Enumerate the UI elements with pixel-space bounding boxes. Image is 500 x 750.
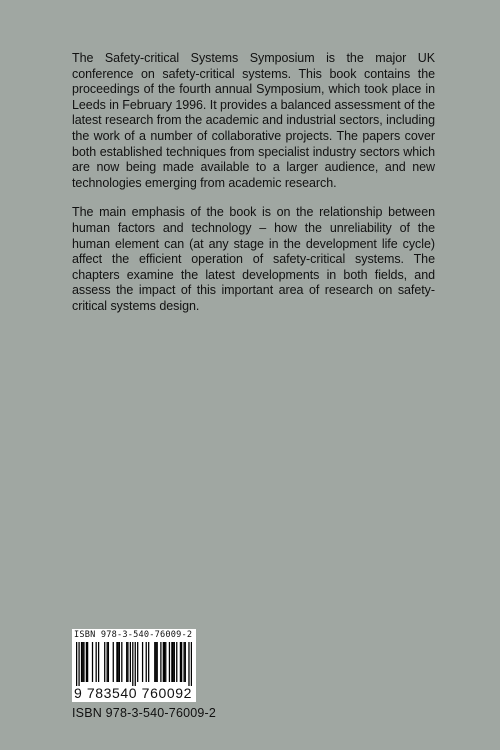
barcode-bar (104, 642, 105, 682)
barcode-label (72, 629, 196, 702)
barcode-bar (157, 642, 158, 682)
barcode-bar (160, 642, 161, 682)
barcode-bar (76, 642, 77, 686)
blurb-text (72, 51, 435, 326)
barcode-bar (116, 642, 117, 682)
barcode-bar (169, 642, 170, 682)
barcode-bar (142, 642, 143, 682)
barcode-bar (96, 642, 97, 682)
barcode-bar (83, 642, 84, 682)
barcode-bar (87, 642, 88, 682)
barcode-bar (185, 642, 186, 682)
barcode-digits: 9 783540 760092 (74, 685, 192, 701)
barcode-bar (176, 642, 177, 682)
barcode-bar (130, 642, 131, 682)
barcode-bar (81, 642, 82, 682)
barcode-bar (174, 642, 175, 682)
barcode-bar (98, 642, 99, 682)
barcode-bar (135, 642, 136, 686)
barcode-bar (183, 642, 184, 682)
barcode-bar (118, 642, 119, 682)
barcode-icon (76, 642, 192, 686)
barcode-bar (188, 642, 189, 686)
barcode-bar (121, 642, 122, 682)
barcode-bar (78, 642, 79, 686)
barcode-bar (119, 642, 120, 682)
barcode-bar (148, 642, 149, 682)
barcode-bar (107, 642, 108, 682)
barcode-bar (155, 642, 156, 682)
blurb-paragraph-2: The main emphasis of the book is on the relationship between human factors and technology – how the unreliability of the human element can (at any stage in the development life cycle) affect the efficient operation of safety-critical systems. The chapters examine the latest developments in both fields, and assess the impact of this important area of research on safety-critical systems design. (72, 205, 435, 313)
barcode-bar (137, 642, 138, 682)
barcode-bar (191, 642, 192, 686)
barcode-bar (171, 642, 172, 682)
barcode-bar (86, 642, 87, 682)
barcode-bar (82, 642, 83, 682)
barcode-bar (108, 642, 109, 682)
barcode-bar (181, 642, 182, 682)
barcode-bar (113, 642, 114, 682)
barcode-bar (127, 642, 128, 682)
blurb-paragraph-1: The Safety-critical Systems Symposium is the major UK conference on safety-critical systems. This book contains the proceedings of the fourth annual Symposium, which took place in Leeds in February 1996. It provides a balanced assessment of the latest research from the academic and industrial sectors, including the work of a number of collaborative projects. The papers cover both established techniques from specialist industry sectors which are now being made available to a larger audience, and new technologies emerging from academic research. (72, 51, 435, 190)
isbn-footer: ISBN 978-3-540-76009-2 (72, 706, 217, 720)
barcode-bar (146, 642, 147, 682)
barcode-bar (165, 642, 166, 682)
barcode-bar (126, 642, 127, 682)
barcode-bar (92, 642, 93, 682)
barcode-bar (164, 642, 165, 682)
barcode-bar (154, 642, 155, 682)
barcode-bar (180, 642, 181, 682)
barcode-bar (132, 642, 133, 686)
barcode-bar (172, 642, 173, 682)
barcode-bar (163, 642, 164, 682)
barcode-isbn-header: ISBN 978-3-540-76009-2 (74, 630, 193, 640)
